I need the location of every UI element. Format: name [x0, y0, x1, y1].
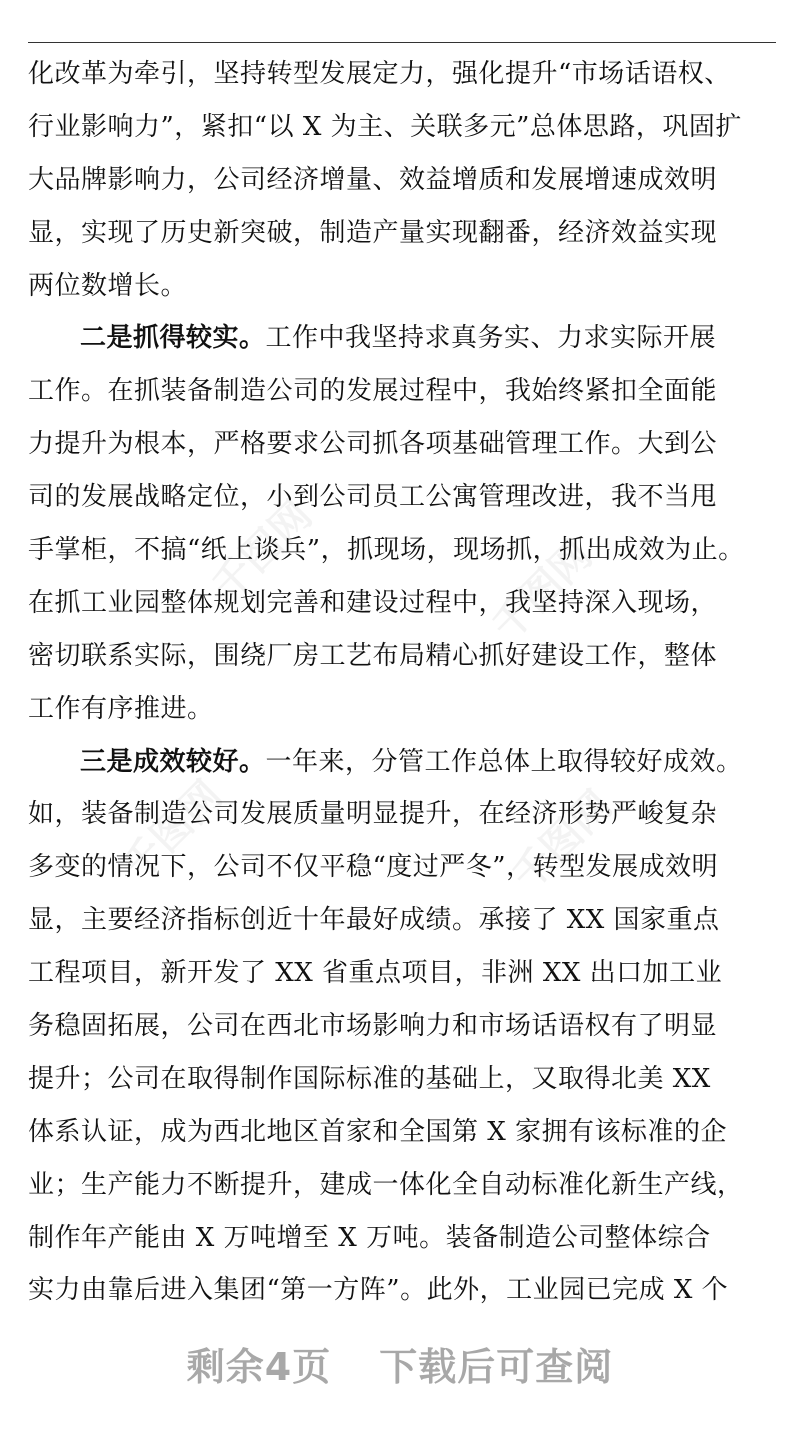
- watermark: 千图网: [503, 782, 622, 900]
- text-line: 显，实现了历史新突破，制造产量实现翻番，经济效益实现: [28, 217, 718, 248]
- text-line: 工作。在抓装备制造公司的发展过程中，我始终紧扣全面能: [28, 376, 718, 407]
- text-line: 显，主要经济指标创近十年最好成绩。承接了 XX 国家重点: [28, 905, 720, 936]
- paragraph-first-line: [28, 312, 776, 365]
- download-hint-text[interactable]: 下载后可查阅: [379, 1345, 614, 1389]
- paragraph-text: 一年来，分管工作总体上取得较好成效。: [265, 746, 743, 777]
- text-line: 两位数增长。: [28, 270, 188, 301]
- text-line: 司的发展战略定位，小到公司员工公寓管理改进，我不当甩: [28, 482, 718, 513]
- header-rule: [28, 42, 776, 43]
- document-body: [28, 48, 776, 1317]
- remaining-pages-text[interactable]: 剩余4页: [186, 1345, 332, 1389]
- text-line: 力提升为根本，严格要求公司抓各项基础管理工作。大到公: [28, 429, 718, 460]
- text-line: 工作有序推进。: [28, 693, 214, 724]
- text-line: 业；生产能力不断提升，建成一体化全自动标准化新生产线，: [28, 1169, 744, 1200]
- text-line: 制作年产能由 X 万吨增至 X 万吨。装备制造公司整体综合: [28, 1222, 711, 1253]
- text-line: 大品牌影响力，公司经济增量、效益增质和发展增速成效明: [28, 164, 718, 195]
- paragraph-first-line: [28, 736, 776, 789]
- paragraph-lead: 二是抓得较实。: [80, 323, 266, 354]
- text-line: 行业影响力”，紧扣“以 X 为主、关联多元”总体思路，巩固扩: [28, 111, 742, 142]
- text-line: 工程项目，新开发了 XX 省重点项目，非洲 XX 出口加工业: [28, 958, 723, 989]
- text-line: 体系认证，成为西北地区首家和全国第 X 家拥有该标准的企: [28, 1116, 728, 1147]
- paragraph-text: 工作中我坚持求真务实、力求实际开展: [265, 323, 717, 354]
- text-line: 密切联系实际，围绕厂房工艺布局精心抓好建设工作，整体: [28, 640, 718, 671]
- watermark: 千图网: [483, 532, 602, 650]
- text-line: 多变的情况下，公司不仅平稳“度过严冬”，转型发展成效明: [28, 852, 719, 883]
- watermark: 千图网: [203, 492, 322, 610]
- download-prompt[interactable]: [0, 1336, 800, 1391]
- text-line: 务稳固拓展，公司在西北市场影响力和市场话语权有了明显: [28, 1011, 718, 1042]
- text-line: 在抓工业园整体规划完善和建设过程中，我坚持深入现场，: [28, 587, 718, 618]
- text-line: 化改革为牵引，坚持转型发展定力，强化提升“市场话语权、: [28, 59, 731, 89]
- paragraph-lead: 三是成效较好。: [80, 746, 266, 777]
- text-line: 提升；公司在取得制作国际标准的基础上，又取得北美 XX: [28, 1063, 711, 1094]
- watermark: 千图网: [113, 772, 232, 890]
- text-line: 如，装备制造公司发展质量明显提升，在经济形势严峻复杂: [28, 799, 718, 830]
- text-line: 手掌柜，不搞“纸上谈兵”，抓现场，现场抓，抓出成效为止。: [28, 535, 745, 566]
- text-line: 实力由靠后进入集团“第一方阵”。此外，工业园已完成 X 个: [28, 1275, 729, 1306]
